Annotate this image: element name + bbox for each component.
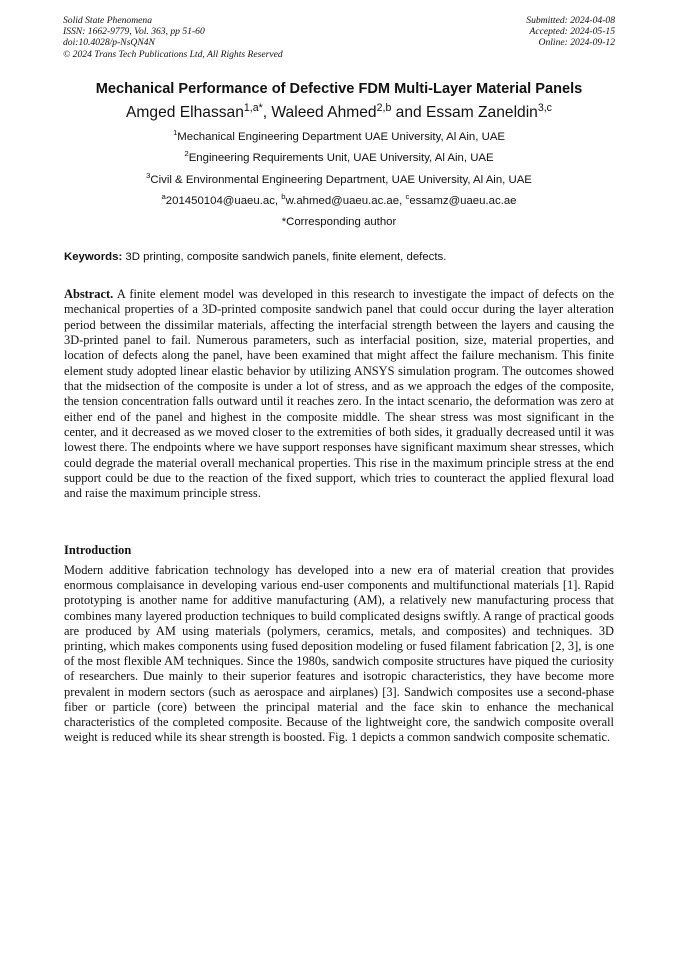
affiliation-3 — [0, 171, 678, 186]
affiliation-text: Civil & Environmental Engineering Department, UAE University, Al Ain, UAE — [150, 174, 532, 186]
copyright-line: © 2024 Trans Tech Publications Ltd, All Rights Reserved — [63, 48, 283, 60]
affiliation-text: Engineering Requirements Unit, UAE University, Al Ain, UAE — [188, 152, 494, 164]
email-separator: , — [399, 195, 406, 207]
email-list — [0, 192, 678, 207]
abstract-label: Abstract. — [64, 287, 114, 301]
author-affiliation-mark: 2,b — [376, 101, 392, 114]
affiliation-mark: 1 — [172, 128, 178, 138]
email-separator: , — [274, 195, 282, 207]
abstract-paragraph — [64, 287, 614, 502]
introduction-paragraph: Modern additive fabrication technology has developed into a new era of material creation that provides enormous complaisance in developing various end-user components and multifunctional materials [1]. Rapid prototyping is another name for additive manufacturing (AM), a relatively new manufacturing process that combines many layered production techniques to build complicated designs swiftly. A range of practical goods are produced by AM using materials (polymers, ceramics, metals, and composites) and techniques. 3D printing, which makes components using fused deposition modeling or fused filament fabrication [2, 3], is one of the most flexible AM techniques. Since the 1980s, sandwich composite structures have piqued the curiosity of researchers. Due mainly to their superior features and isotropic characteristics, they have become more prevalent in modern sectors (such as aerospace and airplanes) [3]. Sandwich composites use a second-phase fiber or particle (core) between the principal material and the face skin to enhance the mechanical characteristics of the completed composite. Because of the lightweight core, the sandwich composite overall weight is reduced while its shear strength is boosted. Fig. 1 depicts a common sandwich composite schematic. — [64, 563, 614, 745]
journal-header-left — [63, 15, 283, 60]
affiliation-mark: 3 — [146, 171, 151, 181]
author-affiliation-mark: 3,c — [537, 101, 552, 114]
email-address[interactable]: w.ahmed@uaeu.ac.ae — [285, 195, 400, 207]
submitted-date: Submitted: 2024-04-08 — [526, 15, 615, 26]
keywords-label: Keywords: — [64, 251, 123, 263]
affiliation-text: Mechanical Engineering Department UAE University, Al Ain, UAE — [177, 131, 506, 143]
introduction-heading: Introduction — [64, 543, 132, 557]
email-address[interactable]: essamz@uaeu.ac.ae — [409, 195, 517, 207]
issn-line: ISSN: 1662-9779, Vol. 363, pp 51-60 — [63, 26, 205, 38]
corresponding-author-note: *Corresponding author — [281, 216, 397, 228]
email-mark: a — [161, 192, 166, 202]
affiliation-mark: 2 — [184, 149, 189, 159]
affiliation-1 — [0, 128, 678, 143]
author-name: Essam Zaneldin — [426, 104, 538, 121]
author-affiliation-mark: 1,a* — [243, 101, 263, 114]
email-address[interactable]: 201450104@uaeu.ac — [165, 195, 275, 207]
email-mark: c — [405, 192, 410, 202]
keywords-line — [64, 251, 446, 263]
journal-name: Solid State Phenomena — [63, 15, 152, 26]
online-date: Online: 2024-09-12 — [538, 37, 615, 49]
author-name: Amged Elhassan — [126, 104, 244, 121]
keywords-text: 3D printing, composite sandwich panels, finite element, defects. — [122, 251, 447, 263]
author-list — [0, 101, 678, 122]
journal-header-right — [526, 15, 615, 49]
email-mark: b — [281, 192, 286, 202]
author-separator: and — [391, 104, 427, 121]
abstract-text: A finite element model was developed in this research to investigate the impact of defects on the mechanical properties of a 3D-printed composite sandwich panel that could occur during the layer alteration period between the dissimilar materials, affecting the interfacial strength between the layers and causing the 3D-printed panel to fail. Numerous parameters, such as interfacial position, size, material properties, and location of defects along the panel, have been examined that might affect the failure mechanism. This finite element study adopted linear elastic behavior by utilizing ANSYS simulation program. The outcomes showed that the midsection of the composite is under a lot of stress, and as we approach the edges of the composite, the tension concentration falls outward until it reaches zero. In the intact scenario, the deformation was zero at either end of the panel and highest in the composite middle. The shear stress was most significant in the center, and it decreased as we moved closer to the extremities of both sides, it gradually decreased until it was lowest there. The endpoints where we have support responses have significant maximum shear stresses, which could degrade the material overall mechanical properties. This rise in the maximum principle stress at the end support could be due to the reaction of the fixed support, which tries to counteract the applied flexural load and raise the maximum principle stress. — [64, 287, 614, 501]
accepted-date: Accepted: 2024-05-15 — [529, 26, 615, 38]
doi-line: doi:10.4028/p-NsQN4N — [63, 37, 155, 49]
author-name: Waleed Ahmed — [271, 104, 377, 121]
affiliation-2 — [0, 149, 678, 164]
author-separator: , — [262, 104, 272, 121]
paper-title: Mechanical Performance of Defective FDM Multi-Layer Material Panels — [95, 81, 583, 97]
